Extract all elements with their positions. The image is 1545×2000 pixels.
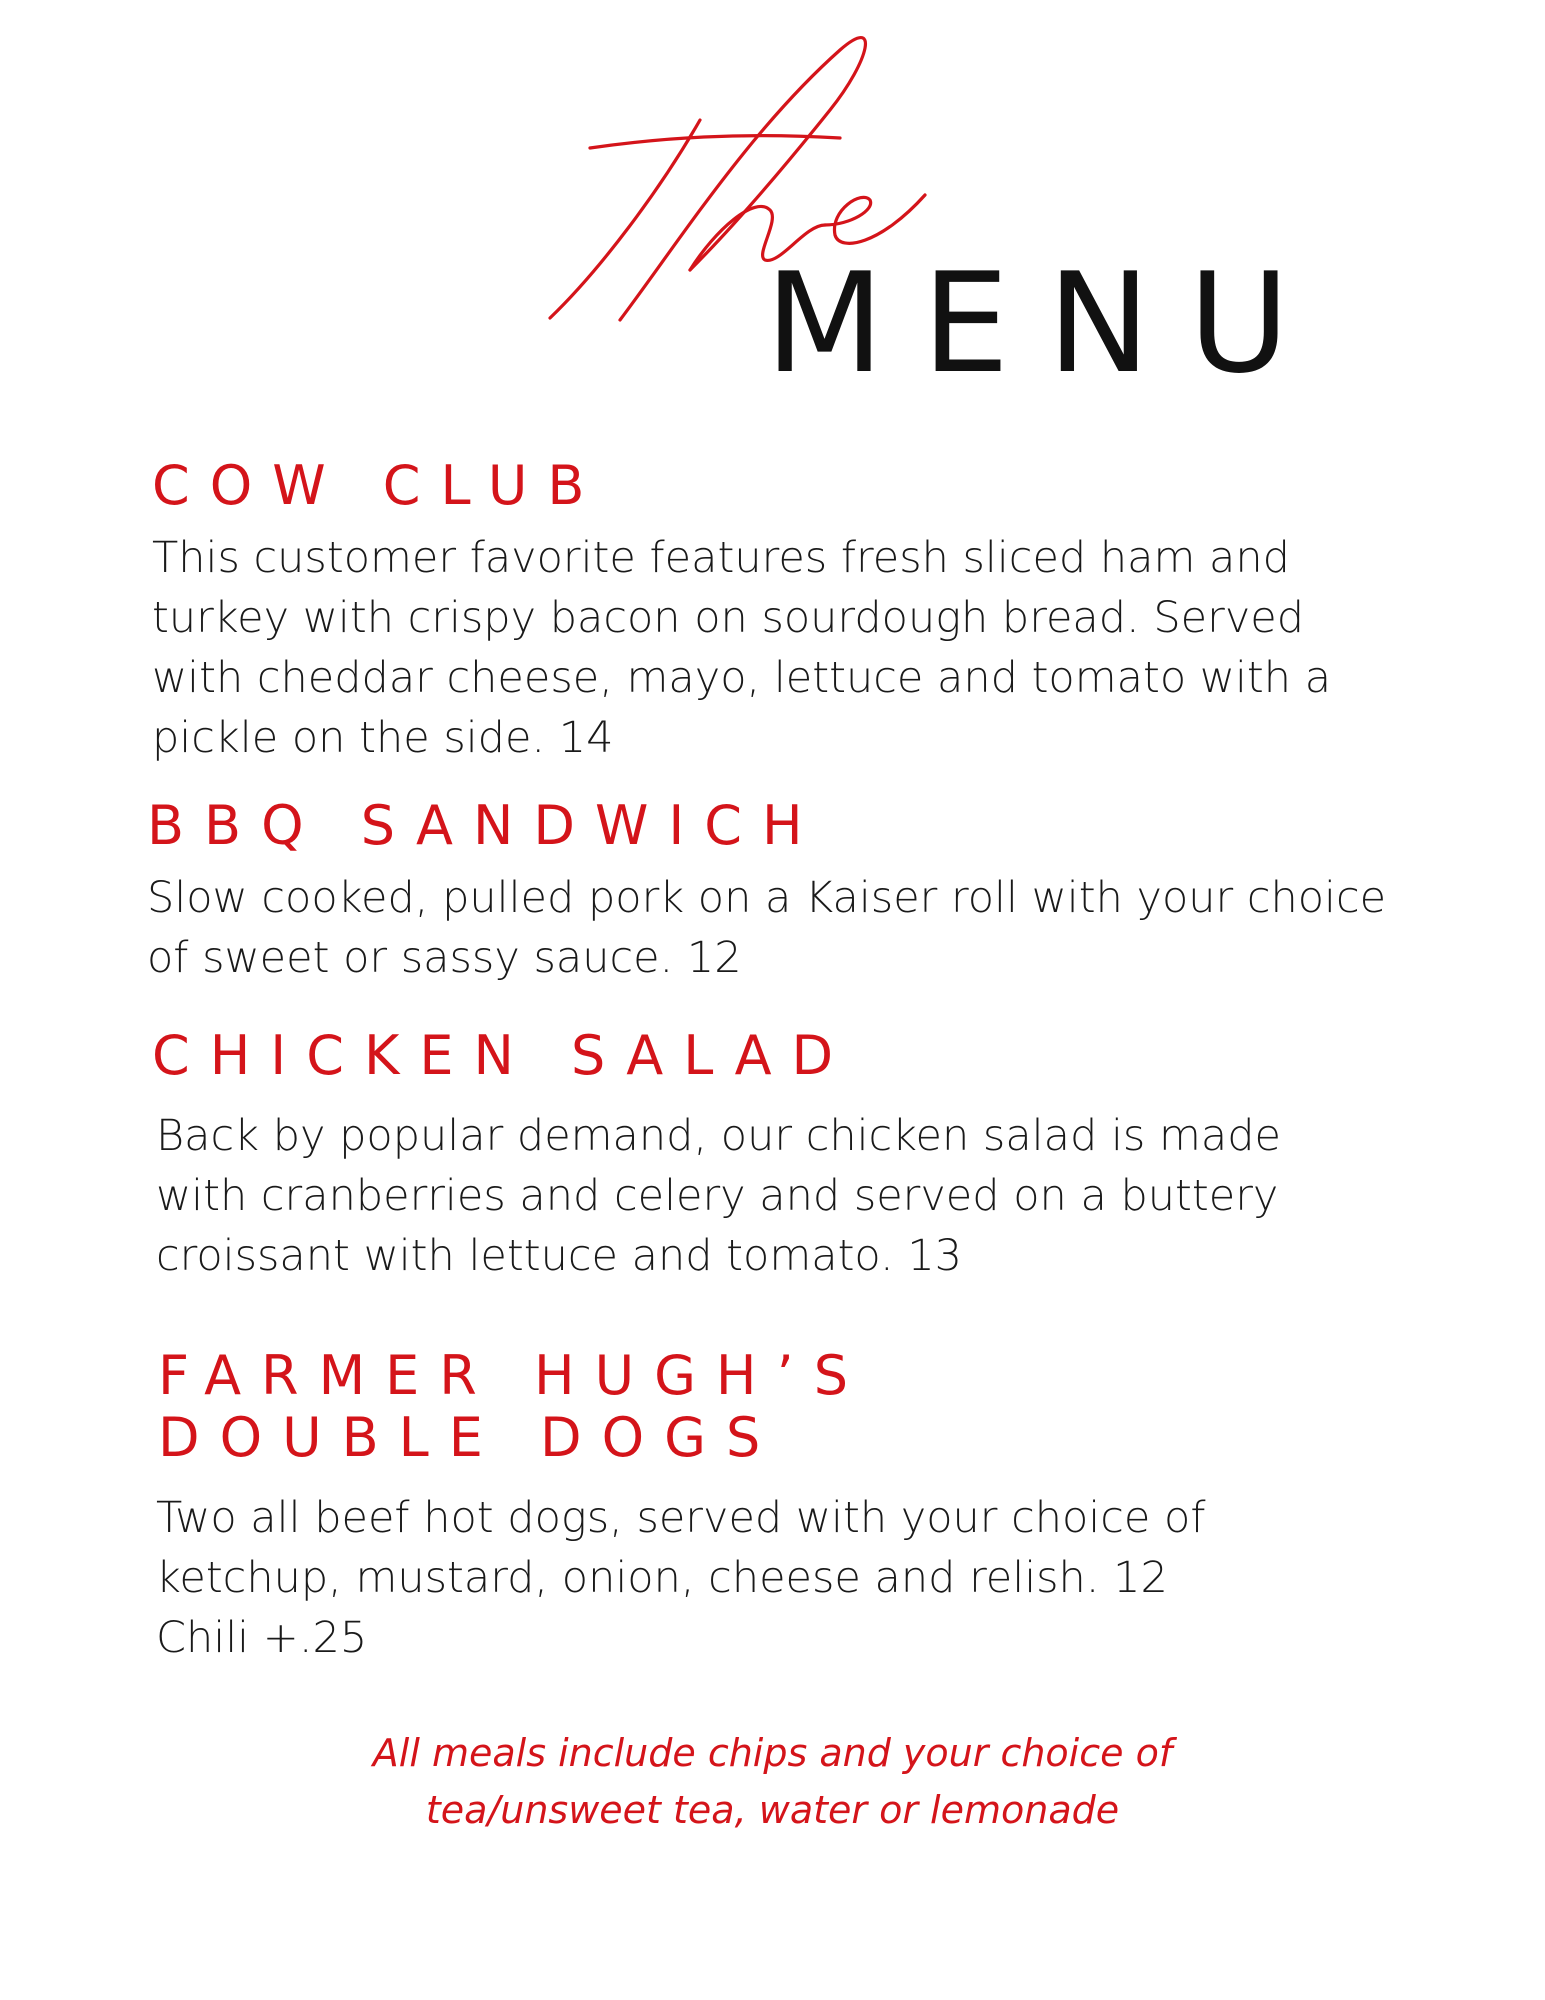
description-line: with cheddar cheese, mayo, lettuce and tomato with a [152, 653, 1332, 703]
item-description-double-dogs [156, 1488, 1205, 1668]
item-title-bbq-sandwich: BBQ SANDWICH [147, 794, 823, 857]
description-line: This customer favorite features fresh sliced ham and [152, 533, 1290, 583]
description-line: of sweet or sassy sauce. 12 [147, 933, 742, 983]
footer-note [0, 1725, 1545, 1839]
item-description-bbq-sandwich [147, 868, 1386, 988]
description-line: Two all beef hot dogs, served with your choice of [156, 1493, 1206, 1543]
description-line: pickle on the side. 14 [152, 713, 614, 763]
item-description-cow-club [152, 528, 1331, 768]
description-line: Back by popular demand, our chicken salad is made [156, 1111, 1281, 1161]
description-line: Slow cooked, pulled pork on a Kaiser roll with your choice [147, 873, 1387, 923]
description-line: ketchup, mustard, onion, cheese and relish. 12 [156, 1553, 1168, 1603]
menu-title: MENU [765, 243, 1328, 404]
item-title-cow-club: COW CLUB [152, 454, 605, 517]
description-line: with cranberries and celery and served on a buttery [156, 1171, 1279, 1221]
footer-note-line: tea/unsweet tea, water or lemonade [425, 1788, 1120, 1832]
item-title-farmer-hughs-double-dogs [158, 1345, 868, 1469]
item-title-line: DOUBLE DOGS [158, 1406, 781, 1469]
footer-note-line: All meals include chips and your choice of [372, 1731, 1173, 1775]
item-title-chicken-salad: CHICKEN SALAD [152, 1024, 854, 1087]
description-line: Chili +.25 [156, 1613, 368, 1663]
item-title-line: FARMER HUGH’S [158, 1344, 868, 1407]
description-line: turkey with crispy bacon on sourdough bread. Served [152, 593, 1305, 643]
item-description-chicken-salad [156, 1106, 1281, 1286]
description-line: croissant with lettuce and tomato. 13 [156, 1231, 963, 1281]
